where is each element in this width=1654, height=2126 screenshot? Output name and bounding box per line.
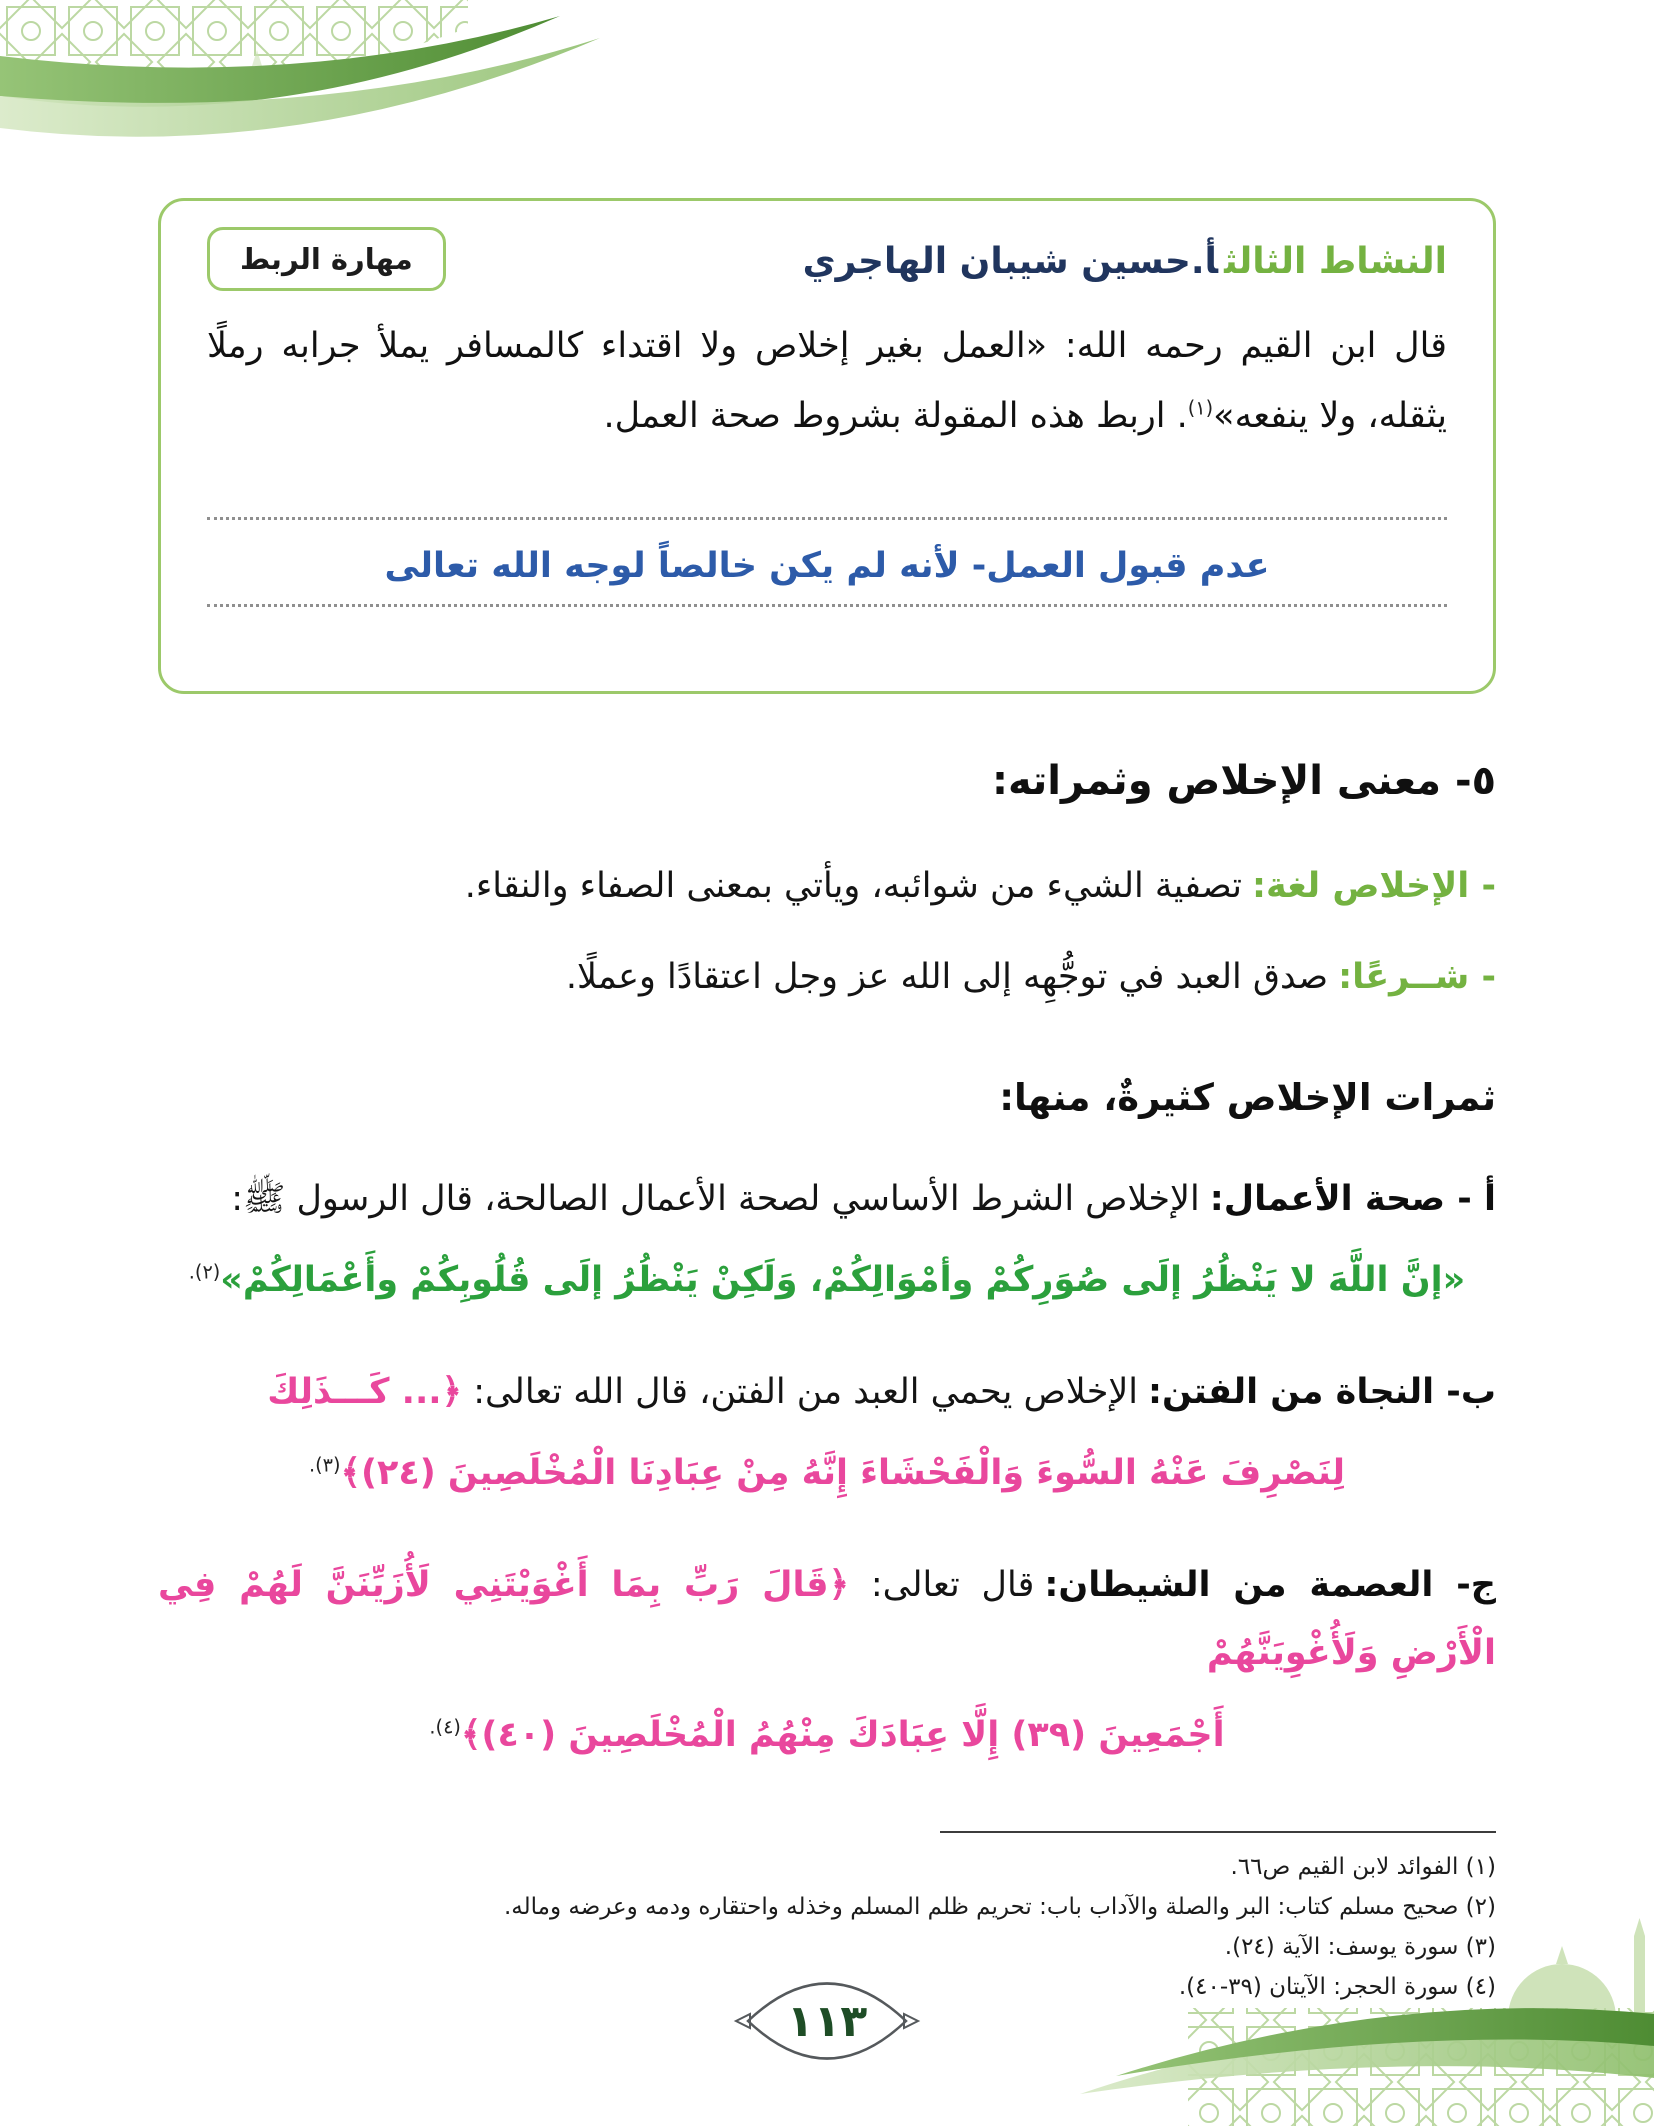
activity-title-line: [803, 227, 1447, 282]
fruits-heading: ثمرات الإخلاص كثيرةٌ، منها:: [999, 1075, 1496, 1119]
page-content: [158, 198, 1496, 2008]
footnote-ref-3-marker: (٣).: [308, 1453, 341, 1477]
top-decoration: [0, 0, 1654, 170]
fruit-item-c-label: ج- العصمة من الشيطان:: [1044, 1565, 1496, 1605]
student-answer[interactable]: عدم قبول العمل- لأنه لم يكن خالصاً لوجه الله تعالى: [384, 546, 1270, 586]
fruit-item-a-label: أ - صحة الأعمال:: [1209, 1178, 1496, 1219]
hadith-quote: [158, 1249, 1496, 1312]
footnote-ref-1-marker: (١): [1187, 396, 1214, 420]
fruit-item-b-label: ب- النجاة من الفتن:: [1148, 1371, 1496, 1412]
activity-header: [207, 227, 1447, 291]
footnote-3: (٣) سورة يوسف: الآية (٢٤).: [1224, 1934, 1496, 1960]
quran-verse-yusuf-start: ﴿... كَـــذَلِكَ: [267, 1371, 463, 1412]
activity-author: أ.حسين شيبان الهاجري: [802, 241, 1219, 282]
footnote-divider: [940, 1831, 1496, 1833]
quran-verse-yusuf-end: لِنَصْرِفَ عَنْهُ السُّوءَ وَالْفَحْشَاءَ إِنَّهُ مِنْ عِبَادِنَا الْمُخْلَصِينَ (٢٤)﴾: [340, 1453, 1346, 1493]
definition-sharia-label: - شــرعًا:: [1338, 956, 1496, 997]
definition-language-label: - الإخلاص لغة:: [1252, 866, 1496, 906]
quran-verse-hijr-end-line: [158, 1704, 1496, 1767]
definition-language-text: تصفية الشيء من شوائبه، ويأتي بمعنى الصفاء والنقاء.: [464, 866, 1243, 906]
activity-question: [207, 311, 1447, 451]
arabesque-pattern-bottom: [1188, 2008, 1654, 2126]
definition-sharia-text: صدق العبد في توجُّهِه إلى الله عز وجل اعتقادًا وعملًا.: [565, 956, 1329, 997]
page-number-block: [732, 1960, 922, 2082]
footnote-4: (٤) سورة الحجر: الآيتان (٣٩-٤٠).: [1178, 1974, 1496, 2001]
activity-box: [158, 198, 1496, 694]
quran-verse-yusuf-end-line: [158, 1442, 1496, 1505]
fruit-item-a: [158, 1165, 1496, 1233]
fruit-item-a-text: الإخلاص الشرط الأساسي لصحة الأعمال الصالحة، قال الرسول ﷺ:: [231, 1178, 1200, 1219]
footnote-2: (٢) صحيح مسلم كتاب: البر والصلة والآداب باب: تحريم ظلم المسلم وخذله واحتقاره ودمه وعرضه وماله.: [503, 1893, 1496, 1920]
fruit-item-b-text: الإخلاص يحمي العبد من الفتن، قال الله تعالى:: [473, 1371, 1139, 1412]
activity-title: النشاط الثالث: [1224, 241, 1447, 282]
answer-ruled-line-1[interactable]: [207, 517, 1447, 520]
question-tail: . اربط هذه المقولة بشروط صحة العمل.: [603, 396, 1188, 436]
quote-text: قال ابن القيم رحمه الله: «العمل بغير إخلاص ولا اقتداء كالمسافر يملأ جرابه رملًا يثقله، ولا ينفعه»: [207, 326, 1447, 436]
footnote-ref-2-marker: (٢).: [188, 1260, 221, 1284]
mosque-icon-bottom: [1498, 1918, 1645, 2022]
page-number: ١١٣: [786, 1995, 868, 2047]
answer-ruled-line-2[interactable]: [207, 604, 1447, 607]
hadith-quote-text: «إنَّ اللَّهَ لا يَنْظُرُ إلَى صُوَرِكُمْ وأمْوَالِكُمْ، وَلَكِنْ يَنْظُرُ إلَى قُلُوبِكُمْ وأَعْمَالِكُمْ»: [220, 1259, 1466, 1300]
fruit-item-c: [158, 1551, 1496, 1688]
quran-verse-hijr-start: ﴿قَالَ رَبِّ بِمَا أَغْوَيْتَنِي لَأُزَيِّنَنَّ لَهُمْ فِي الْأَرْضِ وَلَأُغْوِيَنَّهُمْ: [158, 1565, 1496, 1674]
section-heading: ٥- معنى الإخلاص وثمراته:: [991, 758, 1496, 804]
skill-badge: [207, 227, 446, 291]
quran-verse-hijr-end: أَجْمَعِينَ (٣٩) إِلَّا عِبَادَكَ مِنْهُمُ الْمُخْلَصِينَ (٤٠)﴾: [460, 1714, 1225, 1755]
definition-sharia: [158, 945, 1496, 1010]
skill-badge-label: مهارة الربط: [240, 242, 413, 276]
fruit-item-b: [158, 1358, 1496, 1426]
mosque-icon-top: [138, 50, 262, 120]
footnote-ref-4-marker: (٤).: [429, 1714, 461, 1738]
arabesque-pattern-top: [0, 0, 468, 120]
footnote-1: (١) الفوائد لابن القيم ص٦٦.: [1230, 1853, 1496, 1880]
definition-language: [158, 854, 1496, 919]
fruit-item-c-text: قال تعالى:: [870, 1565, 1035, 1605]
